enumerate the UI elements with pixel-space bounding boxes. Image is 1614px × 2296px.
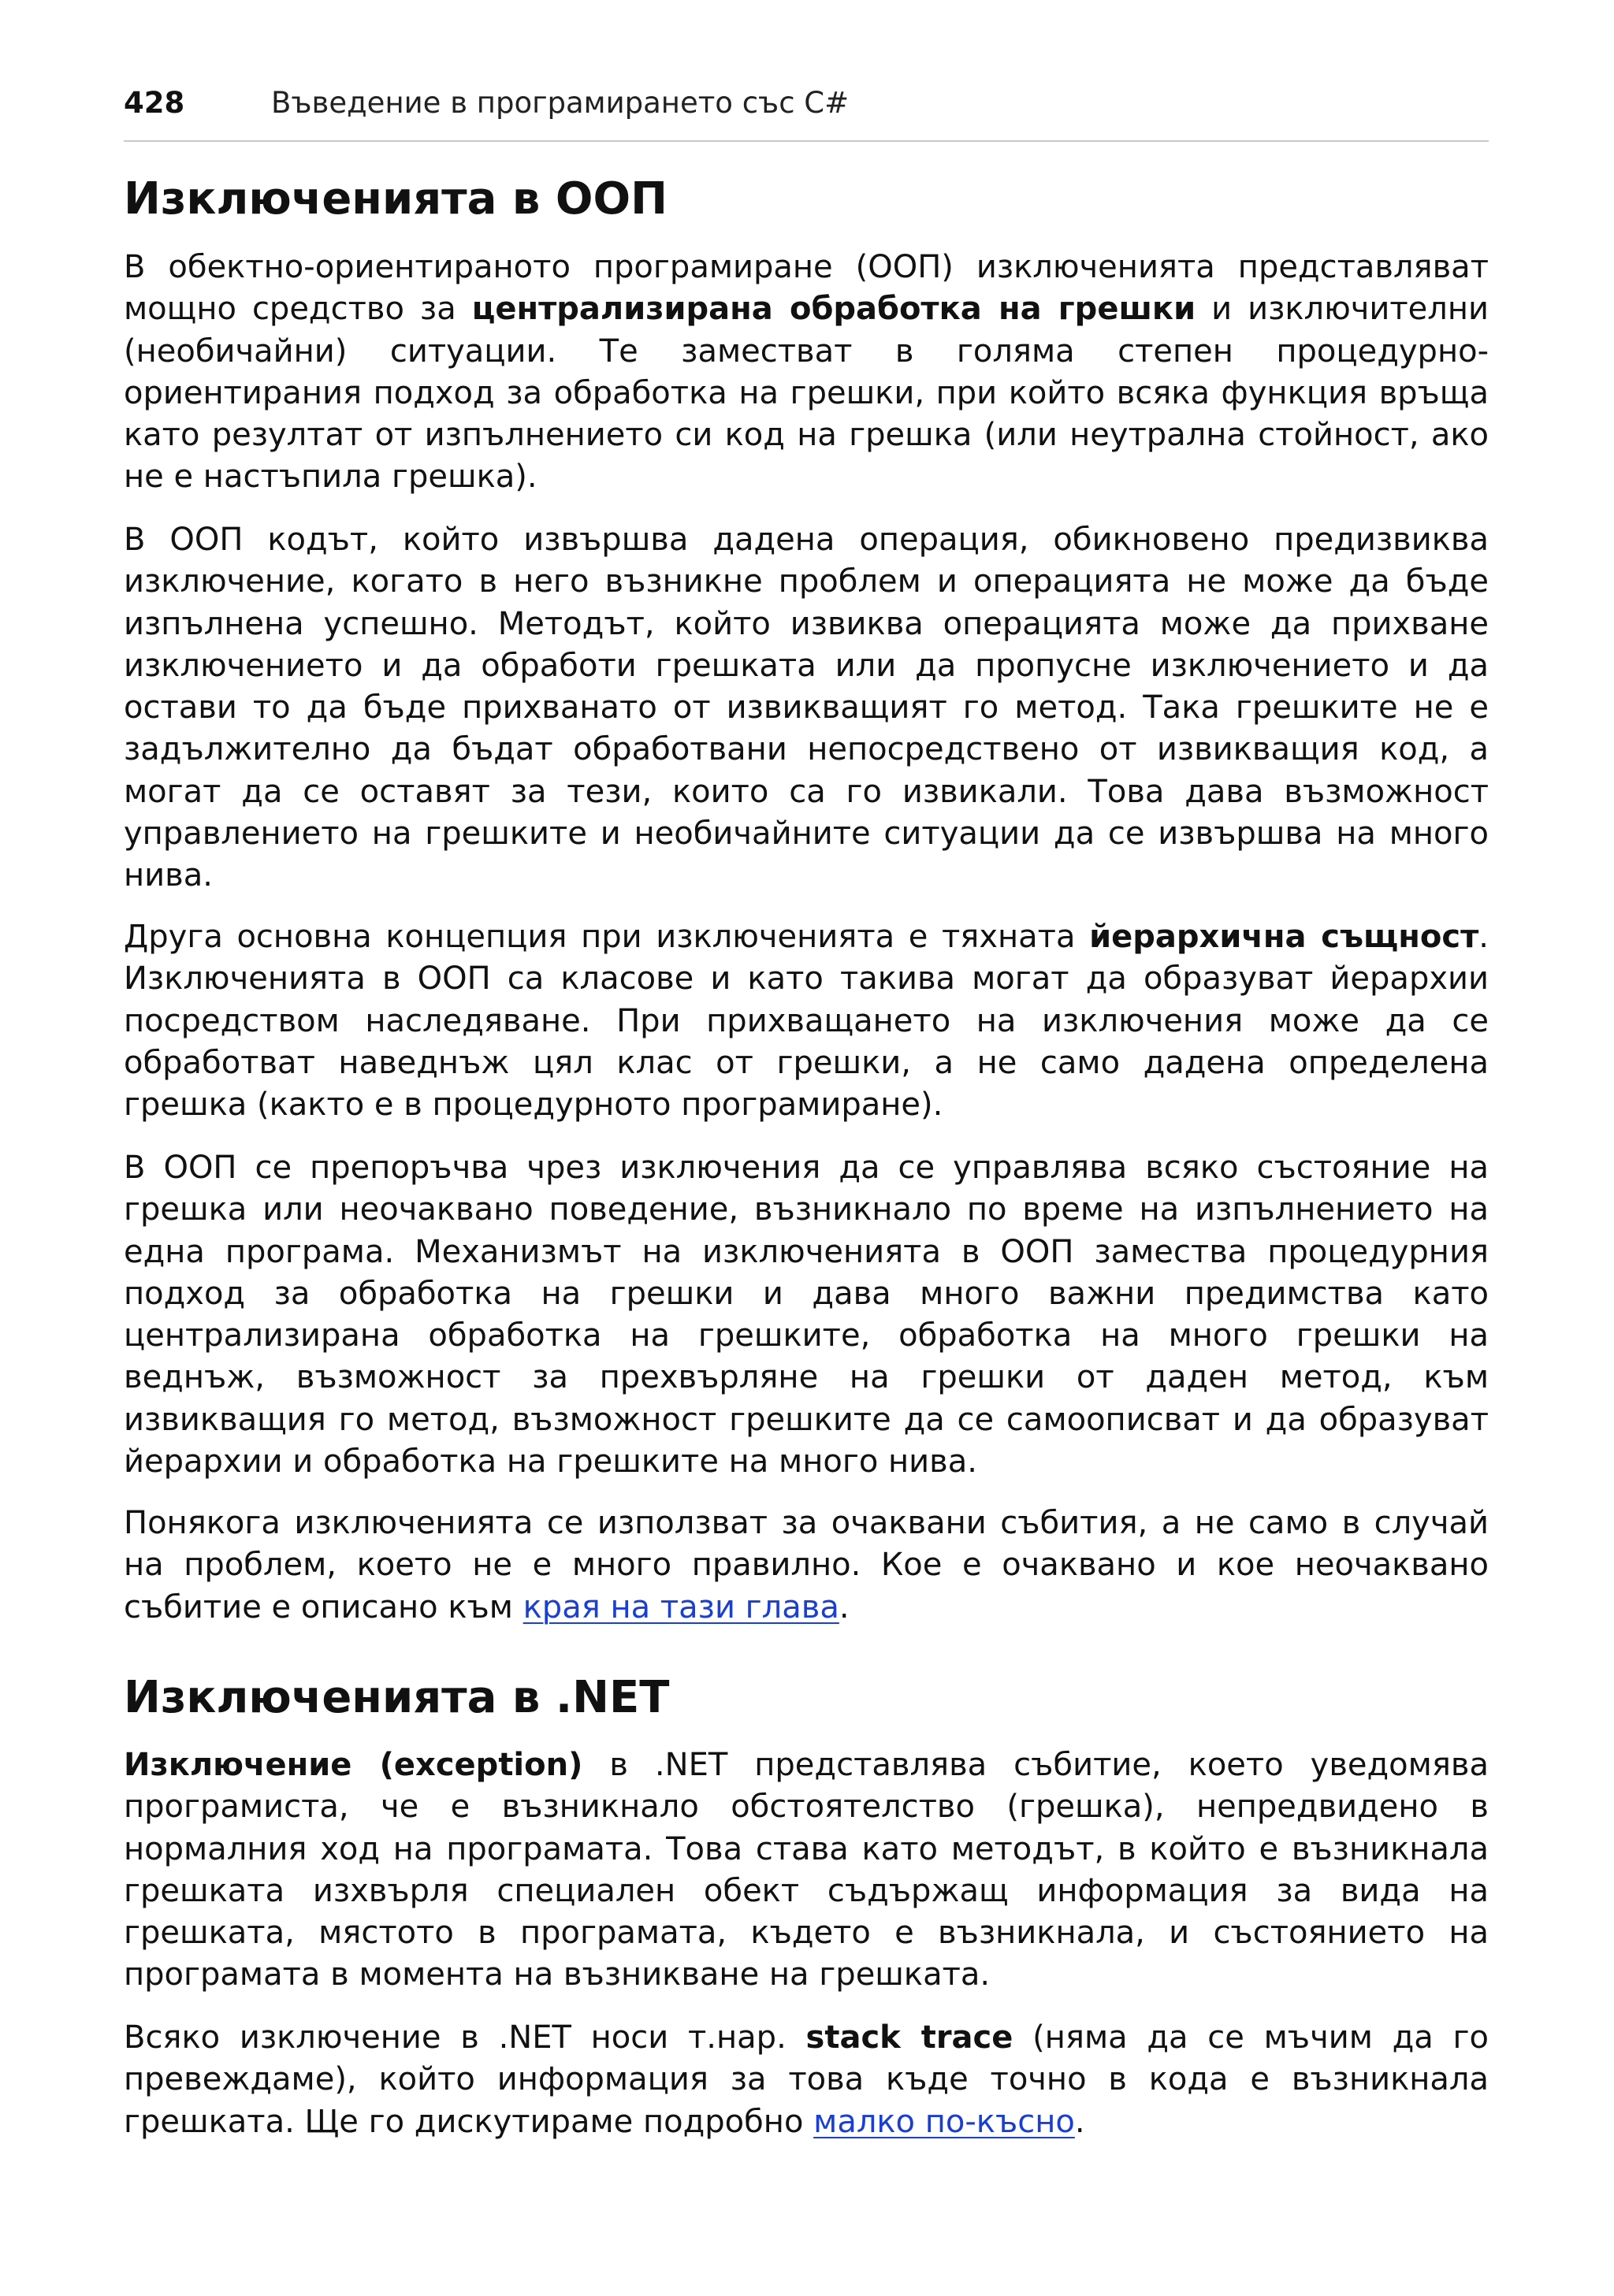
page-number: 428: [124, 86, 185, 120]
bold-term-centralized-handling: централизирана обработка на грешки: [471, 291, 1196, 328]
link-a-bit-later[interactable]: малко по-късно: [813, 2103, 1075, 2140]
paragraph-text: Всяко изключение в .NET носи т.нар.: [124, 2019, 806, 2056]
paragraph-dotnet-stack-trace: [124, 2017, 1489, 2143]
paragraph-text: и изключителни (необичайни) ситуации. Те заместват в голяма степен процедурно-ориентирания подход за обработка на грешки, при който всяка функция връща като резултат от изпълнението си код на грешка (или неутрална стойност, ако не е настъпила грешка).: [124, 291, 1489, 496]
paragraph-text: (няма да се мъчим да го превеждаме), който информация за това къде точно в кода е възникнала грешката. Ще го дискутираме подробно: [124, 2019, 1489, 2140]
paragraph-text: .: [839, 1588, 850, 1625]
paragraph-text: в .NET представлява събитие, което уведомява програмиста, че е възникнало обстоятелство (грешка), непредвидено в нормалния ход на програмата. Това става като методът, в който е възникнала грешката изхвърля специален обект съдържащ информация за вида на грешката, мястото в програмата, където е възникнала, и състоянието на програмата в момента на възникване на грешката.: [124, 1747, 1489, 1993]
paragraph-text: В обектно-ориентираното програмиране (ООП) изключенията представляват мощно средство за: [124, 249, 1489, 328]
paragraph-dotnet-exception: [124, 1744, 1489, 1997]
bold-term-exception: Изключение (exception): [124, 1747, 583, 1783]
paragraph-oop-operations: В ООП кодът, който извършва дадена операция, обикновено предизвиква изключение, когато в него възникне проблем и операцията не може да бъде изпълнена успешно. Методът, който извиква операцията може да прихване изключението и да обработи грешката или да пропусне изключението и да остави то да бъде прихванато от извикващият го метод. Така грешките не е задължително да бъдат обработвани непосредствено от извикващия код, а могат да се оставят за тези, които са го извикали. Това дава възможност управлението на грешките и необичайните ситуации да се извършва на много нива.: [124, 522, 1489, 894]
paragraph-oop-expected-events: [124, 1503, 1489, 1629]
paragraph-text: . Изключенията в ООП са класове и като такива могат да образуват йерархии посредством наследяване. При прихващането на изключения може да се обработват наведнъж цял клас от грешки, а не само дадена определена грешка (както е в процедурното програмиране).: [124, 919, 1489, 1124]
paragraph-oop-hierarchy: [124, 916, 1489, 1126]
paragraph-oop-recommendation: В ООП се препоръчва чрез изключения да се управлява всяко състояние на грешка или неочаквано поведение, възникнало по време на изпълнението на една програма. Механизмът на изключенията в ООП замества процедурния подход за обработка на грешки и дава много важни предимства като централизирана обработка на грешките, обработка на много грешки на веднъж, възможност за прехвърляне на грешки от даден метод, към извикващия го метод, възможност грешките да се самоописват и да образуват йерархии и обработка на грешките на много нива.: [124, 1150, 1489, 1481]
paragraph-text: Понякога изключенията се използват за очаквани събития, а не само в случай на проблем, което не е много правилно. Кое е очаквано и кое неочаквано събитие е описано към: [124, 1505, 1489, 1625]
book-title: Въведение в програмирането със C#: [271, 86, 850, 120]
paragraph-text: .: [1074, 2103, 1085, 2140]
link-end-of-chapter[interactable]: края на тази глава: [523, 1588, 839, 1625]
bold-term-stack-trace: stack trace: [805, 2019, 1013, 2056]
running-header: [124, 82, 1489, 142]
paragraph-text: Друга основна концепция при изключенията е тяхната: [124, 919, 1090, 955]
section-heading-oop: Изключенията в ООП: [124, 173, 668, 225]
paragraph-oop-intro: [124, 247, 1489, 499]
section-heading-dotnet: Изключенията в .NET: [124, 1672, 670, 1723]
bold-term-hierarchical-nature: йерархична същност: [1089, 919, 1479, 955]
